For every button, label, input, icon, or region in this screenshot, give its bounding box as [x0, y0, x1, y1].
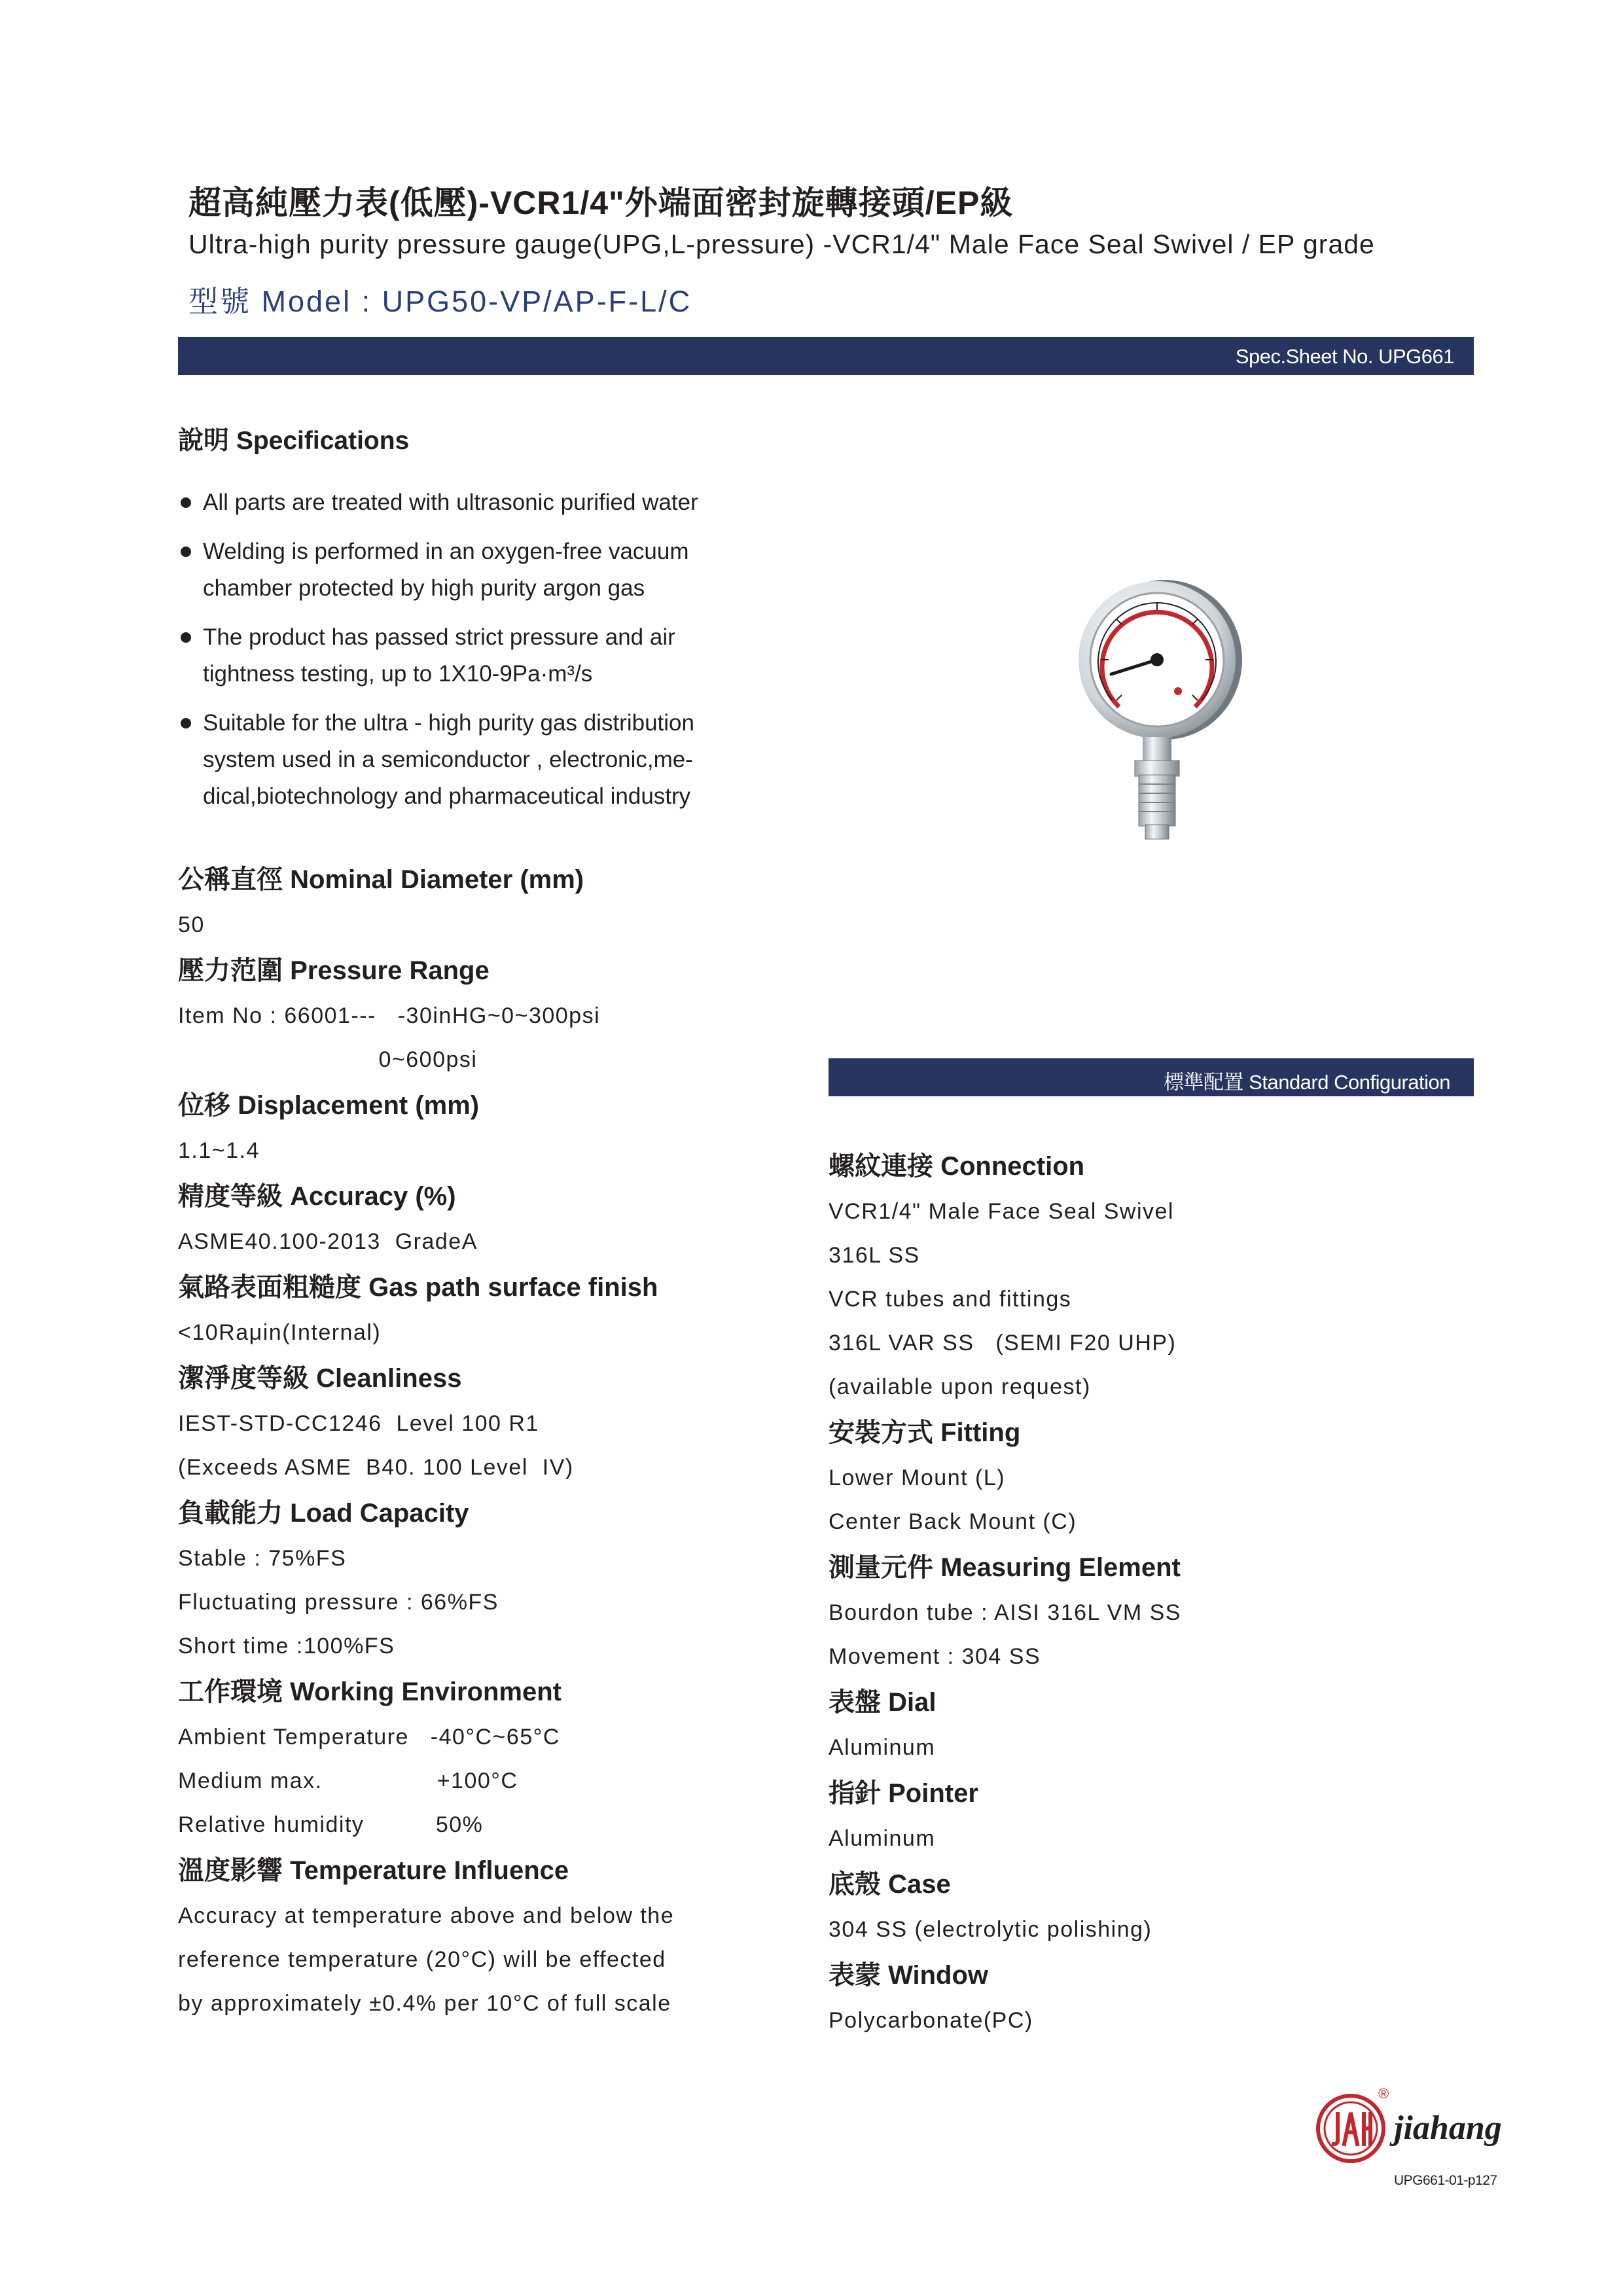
section-heading: 安裝方式 Fitting [829, 1418, 1021, 1447]
section-heading: 溫度影響 Temperature Influence [178, 1856, 569, 1885]
bullet-dot-icon [181, 632, 191, 643]
section-value: Lower Mount (L) [829, 1465, 1006, 1490]
section-value: Stable : 75%FS [178, 1546, 347, 1571]
list-item-text: All parts are treated with ultrasonic purified water [203, 490, 698, 515]
section-value: IEST-STD-CC1246 Level 100 R1 [178, 1411, 539, 1436]
list-item-text: Welding is performed in an oxygen-free vacuum chamber protected by high purity argon gas [203, 539, 689, 601]
section-heading: 負載能力 Load Capacity [178, 1499, 469, 1528]
section-value: Movement : 304 SS [829, 1644, 1041, 1669]
section-value: Center Back Mount (C) [829, 1509, 1077, 1534]
section-value: (Exceeds ASME B40. 100 Level IV) [178, 1455, 574, 1480]
specifications-list [178, 484, 767, 827]
section-heading: 指針 Pointer [829, 1779, 978, 1808]
section-value: Aluminum [829, 1735, 936, 1760]
section-value: Relative humidity 50% [178, 1812, 484, 1837]
section-heading: 公稱直徑 Nominal Diameter (mm) [178, 865, 584, 894]
section-value: Ambient Temperature -40°C~65°C [178, 1725, 560, 1749]
document-code: UPG661-01-p127 [1394, 2173, 1497, 2188]
section-value: VCR tubes and fittings [829, 1287, 1072, 1312]
section-heading: 壓力范圍 Pressure Range [178, 956, 490, 985]
list-item-text: The product has passed strict pressure and air tightness testing, up to 1X10-9Pa·m³/s [203, 624, 675, 687]
section-value: Medium max. +100°C [178, 1768, 518, 1793]
specifications-heading: 說明 Specifications [178, 427, 410, 455]
section-value: Item No : 66001--- -30inHG~0~300psi [178, 1003, 601, 1028]
section-value: 50 [178, 912, 205, 937]
section-heading: 精度等級 Accuracy (%) [178, 1182, 456, 1211]
section-value: 316L VAR SS (SEMI F20 UHP) [829, 1331, 1177, 1355]
section-heading: 底殼 Case [829, 1870, 951, 1899]
section-value: reference temperature (20°C) will be effected [178, 1947, 666, 1972]
list-item [178, 484, 767, 521]
spec-sheet-number: Spec.Sheet No. UPG661 [1235, 345, 1454, 368]
section-heading: 表盤 Dial [829, 1688, 936, 1717]
section-value: 316L SS [829, 1243, 920, 1268]
spec-sheet-bar [178, 337, 1474, 375]
section-heading: 潔淨度等級 Cleanliness [178, 1364, 462, 1393]
section-value: Short time :100%FS [178, 1634, 395, 1659]
section-value: Fluctuating pressure : 66%FS [178, 1590, 499, 1615]
section-heading: 位移 Displacement (mm) [178, 1091, 480, 1120]
standard-configuration-bar [829, 1058, 1474, 1096]
standard-configuration-label: 標準配置 Standard Configuration [1164, 1071, 1450, 1094]
section-heading: 表蒙 Window [829, 1961, 989, 1990]
section-value: Accuracy at temperature above and below the [178, 1903, 675, 1928]
section-value: Polycarbonate(PC) [829, 2008, 1033, 2033]
section-value: by approximately ±0.4% per 10°C of full scale [178, 1991, 671, 2016]
brand-name: jiahang [1394, 2109, 1502, 2147]
section-heading: 測量元件 Measuring Element [829, 1553, 1181, 1582]
section-heading: 氣路表面粗糙度 Gas path surface finish [178, 1273, 658, 1302]
list-item [178, 533, 767, 607]
title-english: Ultra-high purity pressure gauge(UPG,L-pressure) -VCR1/4" Male Face Seal Swivel / EP grade [188, 229, 1375, 259]
specification-details-left [178, 856, 793, 2026]
pressure-gauge-illustration [1047, 576, 1270, 851]
standard-configuration-details [829, 1143, 1444, 2043]
bullet-dot-icon [181, 547, 191, 557]
section-value: 1.1~1.4 [178, 1138, 260, 1163]
section-heading: 工作環境 Working Environment [178, 1677, 562, 1706]
section-value: <10Raμin(Internal) [178, 1320, 382, 1345]
section-heading: 螺紋連接 Connection [829, 1152, 1085, 1181]
section-value: (available upon request) [829, 1374, 1091, 1399]
list-item [178, 705, 767, 815]
list-item [178, 619, 767, 692]
section-value: 304 SS (electrolytic polishing) [829, 1917, 1152, 1942]
section-value: VCR1/4" Male Face Seal Swivel [829, 1199, 1174, 1224]
list-item-text: Suitable for the ultra - high purity gas distribution system used in a semiconductor , electronic,me-dical,biotechnology and pharmaceutical industry [203, 710, 694, 809]
section-value: 0~600psi [178, 1047, 478, 1072]
title-chinese: 超高純壓力表(低壓)-VCR1/4"外端面密封旋轉接頭/EP級 [188, 185, 1014, 221]
section-value: Bourdon tube : AISI 316L VM SS [829, 1600, 1181, 1625]
section-value: Aluminum [829, 1826, 936, 1851]
model-number: 型號 Model : UPG50-VP/AP-F-L/C [188, 285, 692, 318]
bullet-dot-icon [181, 497, 191, 508]
jiahang-logo-icon [1314, 2092, 1387, 2165]
section-value: ASME40.100-2013 GradeA [178, 1229, 478, 1254]
bullet-dot-icon [181, 718, 191, 728]
registered-mark: ® [1378, 2085, 1389, 2102]
